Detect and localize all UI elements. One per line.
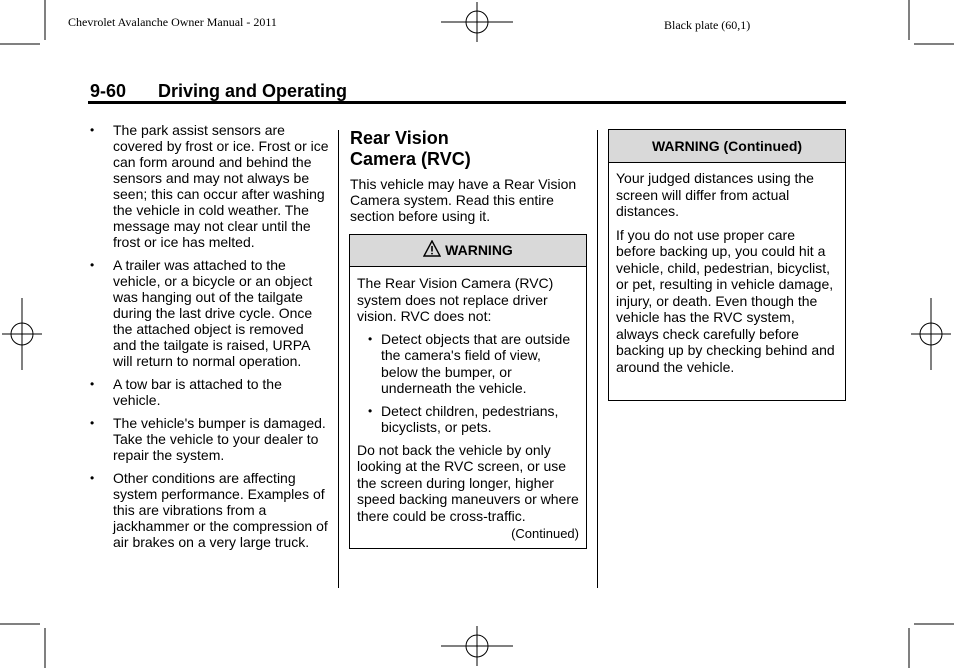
bullet-icon: • <box>90 377 95 391</box>
warning-paragraph: The Rear Vision Camera (RVC) system does not replace driver vision. RVC does not: <box>357 275 554 324</box>
plate-label: Black plate (60,1) <box>664 18 751 32</box>
bullet-icon: • <box>368 331 373 346</box>
list-item: • Other conditions are affecting system performance. Examples of this are vibrations from a jackhammer or the compression of air brakes on a very large truck. <box>90 470 328 550</box>
warning-paragraph: Your judged distances using the screen will differ from actual distances. <box>616 170 814 219</box>
bullet-icon: • <box>368 403 373 418</box>
page-heading <box>90 81 347 102</box>
list-item: • The park assist sensors are covered by frost or ice. Frost or ice can form around and behind the sensors and may not always be seen; this can occur after washing the vehicle in cold weather. The message may not clear until the frost or ice has melted. <box>90 122 329 250</box>
continued-label: (Continued) <box>511 526 579 541</box>
list-item: • Detect children, pedestrians, bicyclists, or pets. <box>368 402 559 435</box>
warning-heading: WARNING (Continued) <box>609 130 845 163</box>
list-item: • A tow bar is attached to the vehicle. <box>90 376 282 408</box>
warning-body <box>609 163 845 387</box>
warning-body <box>350 267 586 549</box>
manual-title: Chevrolet Avalanche Owner Manual - 2011 <box>68 15 277 29</box>
page-number: 9-60 <box>90 81 127 101</box>
intro-paragraph: This vehicle may have a Rear Vision Camera system. Read this entire section before using it. <box>350 176 577 224</box>
list-item: • The vehicle's bumper is damaged. Take the vehicle to your dealer to repair the system. <box>90 415 326 463</box>
section-heading: Rear Vision Camera (RVC) <box>350 128 471 169</box>
warning-heading: WARNING <box>350 235 586 267</box>
bullet-icon: • <box>90 258 95 272</box>
warning-box <box>349 234 587 549</box>
list-item: • A trailer was attached to the vehicle, or a bicycle or an object was hanging out of the tailgate during the last drive cycle. Once the attached object is removed and the tailgate is raised, URPA will return to normal operation. <box>90 257 313 369</box>
column-divider <box>338 130 339 588</box>
warning-paragraph: Do not back the vehicle by only looking at the RVC screen, or use the screen during longer, higher speed backing maneuvers or where there could be cross-traffic. <box>357 441 579 524</box>
warning-paragraph: If you do not use proper care before backing up, you could hit a vehicle, child, pedestrian, bicyclist, or pet, resulting in vehicle damage, injury, or death. Even though the vehicle has the RVC system, always check carefully before backing up by checking behind and around the vehicle. <box>616 226 835 375</box>
column-divider <box>597 130 598 588</box>
bullet-icon: • <box>90 416 95 430</box>
middle-column <box>349 128 589 224</box>
bullet-icon: • <box>90 471 95 485</box>
warning-box-continued <box>608 129 846 401</box>
left-column <box>90 122 330 557</box>
section-title: Driving and Operating <box>158 81 348 101</box>
bullet-icon: • <box>90 123 95 137</box>
warning-triangle-icon <box>423 240 441 257</box>
header-rule <box>88 101 846 104</box>
list-item: • Detect objects that are outside the camera's field of view, below the bumper, or underneath the vehicle. <box>368 330 571 396</box>
